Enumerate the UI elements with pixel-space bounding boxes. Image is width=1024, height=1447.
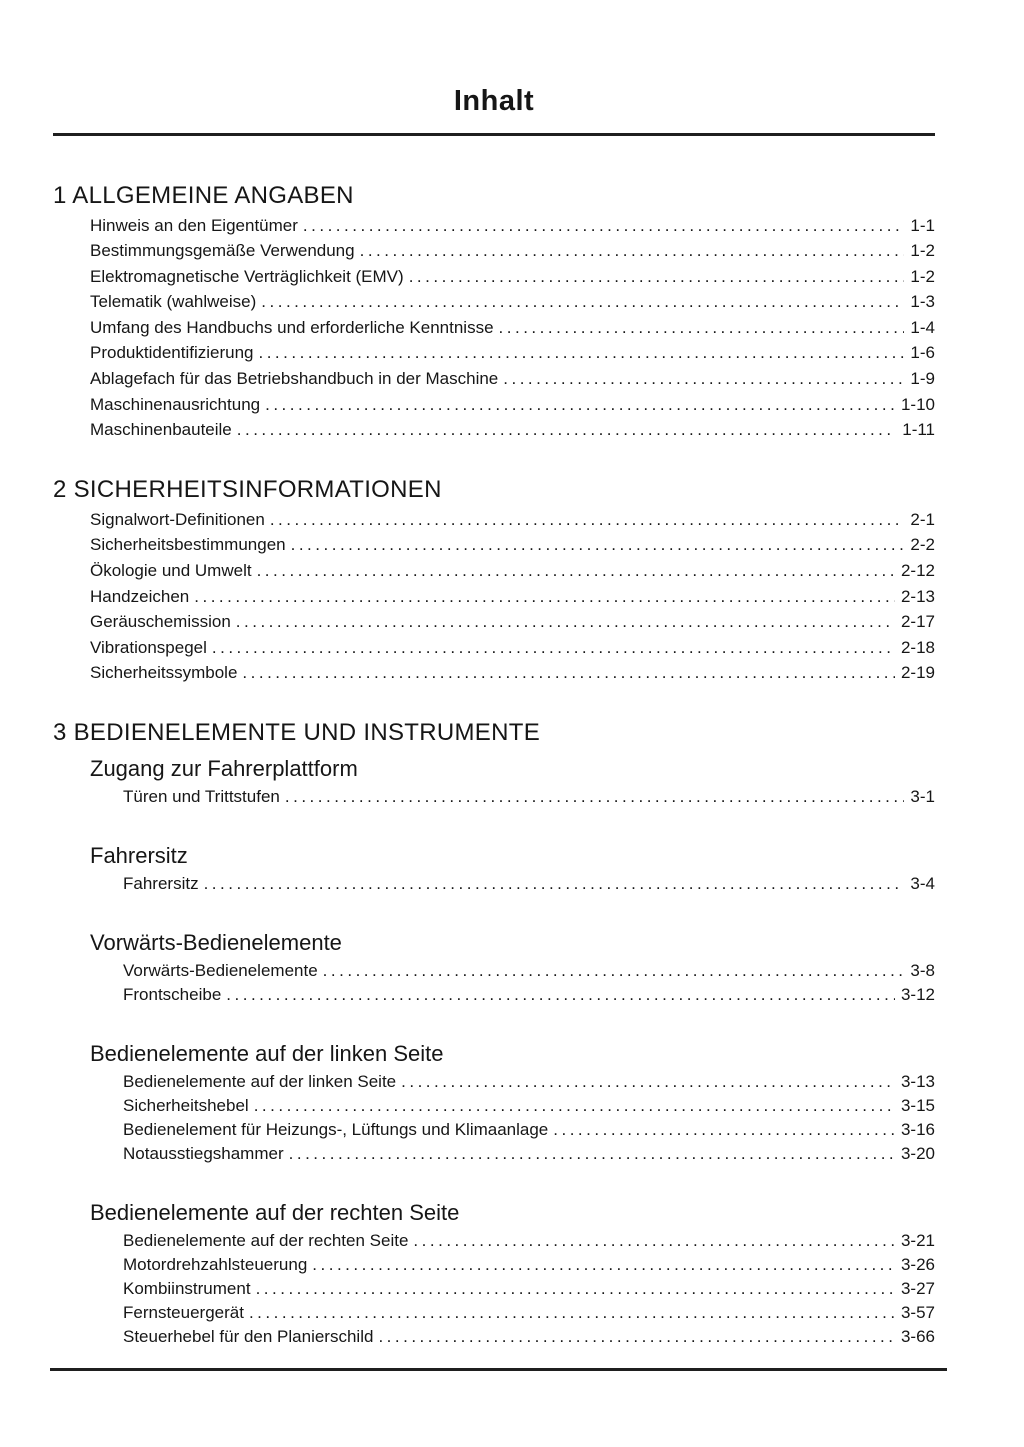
toc-entry-label: Maschinenbauteile — [90, 420, 232, 440]
toc-entry — [123, 1142, 935, 1166]
toc-entry-label: Umfang des Handbuchs und erforderliche Kenntnisse — [90, 317, 494, 337]
toc-entry-page: 3-15 — [900, 1096, 935, 1115]
toc-entry-label: Vorwärts-Bedienelemente — [123, 961, 318, 980]
toc-entry-label: Bedienelemente auf der rechten Seite — [123, 1231, 409, 1250]
toc-entry — [123, 1094, 935, 1118]
section-bedienelemente-und-instrumente — [53, 719, 935, 1349]
toc-entry-label: Handzeichen — [90, 586, 190, 606]
dot-leader — [258, 340, 904, 366]
dot-leader — [499, 315, 905, 341]
footer-divider — [50, 1368, 947, 1371]
section-sicherheitsinformationen — [53, 476, 935, 686]
toc-entry-label: Vibrationspegel — [90, 637, 207, 657]
toc-entry-page: 2-18 — [900, 637, 935, 657]
subsection-heading: Vorwärts-Bedienelemente — [90, 930, 342, 955]
toc-entry — [90, 289, 935, 315]
toc-entry-label: Fernsteuergerät — [123, 1303, 244, 1322]
toc-entry — [90, 340, 935, 366]
dot-leader — [242, 660, 895, 686]
toc-entry-page: 1-3 — [910, 292, 935, 312]
dot-leader — [360, 238, 905, 264]
toc-entry-page: 2-2 — [910, 535, 935, 555]
toc-entry — [123, 983, 935, 1007]
section-allgemeine-angaben — [53, 182, 935, 443]
toc-entry-label: Türen und Trittstufen — [123, 787, 280, 806]
toc-entry-label: Sicherheitssymbole — [90, 663, 238, 683]
toc-entry — [90, 532, 935, 558]
toc-entry-label: Bestimmungsgemäße Verwendung — [90, 241, 355, 261]
toc-entry-label: Ablagefach für das Betriebshandbuch in der Maschine — [90, 369, 499, 389]
subsection-fahrersitz — [53, 843, 935, 896]
toc-entry — [90, 558, 935, 584]
dot-leader — [291, 532, 905, 558]
toc-entry-label: Ökologie und Umwelt — [90, 561, 252, 581]
toc-entry — [90, 264, 935, 290]
dot-leader — [265, 392, 895, 418]
toc-entry-label: Produktidentifizierung — [90, 343, 254, 363]
toc-entry-label: Frontscheibe — [123, 985, 222, 1004]
toc-entry-page: 1-11 — [902, 420, 935, 440]
toc-entry-label: Signalwort-Definitionen — [90, 509, 265, 529]
toc-entry-page: 3-12 — [900, 985, 935, 1004]
toc-entry-label: Hinweis an den Eigentümer — [90, 215, 298, 235]
toc-entry-label: Geräuschemission — [90, 612, 231, 632]
dot-leader — [261, 289, 904, 315]
dot-leader — [503, 366, 904, 392]
subsection-entry-list — [53, 1229, 935, 1349]
toc-content — [53, 0, 935, 1349]
dot-leader — [256, 1277, 895, 1301]
dot-leader — [270, 507, 905, 533]
dot-leader — [257, 558, 895, 584]
toc-entry — [123, 1325, 935, 1349]
toc-entry-page: 3-13 — [900, 1072, 935, 1091]
dot-leader — [289, 1142, 895, 1166]
toc-entry-page: 3-27 — [900, 1279, 935, 1298]
toc-entry-page: 2-1 — [910, 509, 935, 529]
dot-leader — [237, 417, 896, 443]
subsection-vorwaerts-bedienelemente — [53, 930, 935, 1007]
toc-entry-label: Notausstiegshammer — [123, 1144, 284, 1163]
toc-entry — [123, 872, 935, 896]
toc-entry-label: Motordrehzahlsteuerung — [123, 1255, 308, 1274]
toc-entry-label: Bedienelemente auf der linken Seite — [123, 1072, 397, 1091]
subsection-entry-list — [53, 959, 935, 1007]
toc-entry-label: Maschinenausrichtung — [90, 394, 261, 414]
dot-leader — [312, 1253, 895, 1277]
toc-entry — [90, 507, 935, 533]
toc-entry-page: 2-17 — [900, 612, 935, 632]
toc-entry — [123, 959, 935, 983]
toc-entry-label: Kombiinstrument — [123, 1279, 251, 1298]
toc-entry-label: Bedienelement für Heizungs-, Lüftungs und Klimaanlage — [123, 1120, 549, 1139]
subsection-entry-list — [53, 1070, 935, 1166]
dot-leader — [194, 584, 895, 610]
dot-leader — [553, 1118, 895, 1142]
toc-entry — [123, 1253, 935, 1277]
dot-leader — [226, 983, 895, 1007]
toc-entry — [90, 238, 935, 264]
toc-entry — [90, 609, 935, 635]
subsection-heading: Bedienelemente auf der rechten Seite — [90, 1200, 460, 1225]
dot-leader — [323, 959, 905, 983]
subsection-heading: Zugang zur Fahrerplattform — [90, 756, 358, 781]
toc-entry-page: 3-57 — [900, 1303, 935, 1322]
toc-entry — [90, 584, 935, 610]
dot-leader — [285, 785, 905, 809]
title-divider — [53, 133, 935, 136]
toc-entry-page: 1-2 — [910, 241, 935, 261]
toc-entry-page: 2-19 — [900, 663, 935, 683]
toc-entry-label: Fahrersitz — [123, 874, 199, 893]
toc-entry-page: 1-6 — [910, 343, 935, 363]
toc-entry — [123, 785, 935, 809]
toc-entry — [123, 1070, 935, 1094]
toc-entry-page: 2-13 — [900, 586, 935, 606]
subsection-entry-list — [53, 785, 935, 809]
toc-entry-page: 3-66 — [900, 1327, 935, 1346]
toc-entry — [123, 1277, 935, 1301]
toc-entry — [123, 1301, 935, 1325]
toc-entry — [123, 1118, 935, 1142]
section-heading: 1 ALLGEMEINE ANGABEN — [53, 181, 354, 209]
section-entry-list — [53, 213, 935, 443]
toc-entry-page: 1-2 — [910, 266, 935, 286]
subsection-zugang-zur-fahrerplattform — [53, 756, 935, 809]
toc-entry-page: 3-26 — [900, 1255, 935, 1274]
toc-entry-page: 2-12 — [900, 561, 935, 581]
section-heading: 3 BEDIENELEMENTE UND INSTRUMENTE — [53, 719, 540, 746]
toc-entry-label: Sicherheitshebel — [123, 1096, 249, 1115]
dot-leader — [378, 1325, 895, 1349]
dot-leader — [249, 1301, 895, 1325]
toc-entry — [90, 213, 935, 239]
section-entry-list — [53, 507, 935, 686]
page-title: Inhalt — [453, 85, 535, 117]
subsection-heading: Fahrersitz — [90, 843, 188, 868]
dot-leader — [409, 264, 905, 290]
toc-entry-page: 3-4 — [910, 874, 935, 893]
toc-entry-page: 3-21 — [900, 1231, 935, 1250]
toc-entry — [90, 635, 935, 661]
dot-leader — [413, 1229, 895, 1253]
dot-leader — [204, 872, 905, 896]
toc-entry — [90, 315, 935, 341]
toc-entry-page: 3-8 — [910, 961, 935, 980]
dot-leader — [401, 1070, 895, 1094]
subsection-heading: Bedienelemente auf der linken Seite — [90, 1041, 444, 1066]
section-heading: 2 SICHERHEITSINFORMATIONEN — [53, 475, 442, 503]
toc-entry — [90, 392, 935, 418]
toc-entry-label: Telematik (wahlweise) — [90, 292, 257, 312]
toc-entry — [90, 660, 935, 686]
toc-entry-page: 3-1 — [910, 787, 935, 806]
subsection-bedienelemente-linke-seite — [53, 1041, 935, 1166]
toc-entry-page: 1-10 — [900, 394, 935, 414]
toc-entry-label: Elektromagnetische Verträglichkeit (EMV) — [90, 266, 404, 286]
toc-entry-page: 1-1 — [910, 215, 935, 235]
toc-entry — [90, 417, 935, 443]
toc-entry — [123, 1229, 935, 1253]
dot-leader — [236, 609, 895, 635]
toc-entry-page: 3-20 — [900, 1144, 935, 1163]
dot-leader — [303, 213, 905, 239]
subsection-entry-list — [53, 872, 935, 896]
toc-entry-page: 1-9 — [910, 369, 935, 389]
dot-leader — [254, 1094, 895, 1118]
subsection-bedienelemente-rechte-seite — [53, 1200, 935, 1349]
toc-entry — [90, 366, 935, 392]
dot-leader — [212, 635, 895, 661]
toc-entry-label: Sicherheitsbestimmungen — [90, 535, 286, 555]
toc-entry-page: 1-4 — [910, 317, 935, 337]
toc-entry-label: Steuerhebel für den Planierschild — [123, 1327, 374, 1346]
toc-entry-page: 3-16 — [900, 1120, 935, 1139]
